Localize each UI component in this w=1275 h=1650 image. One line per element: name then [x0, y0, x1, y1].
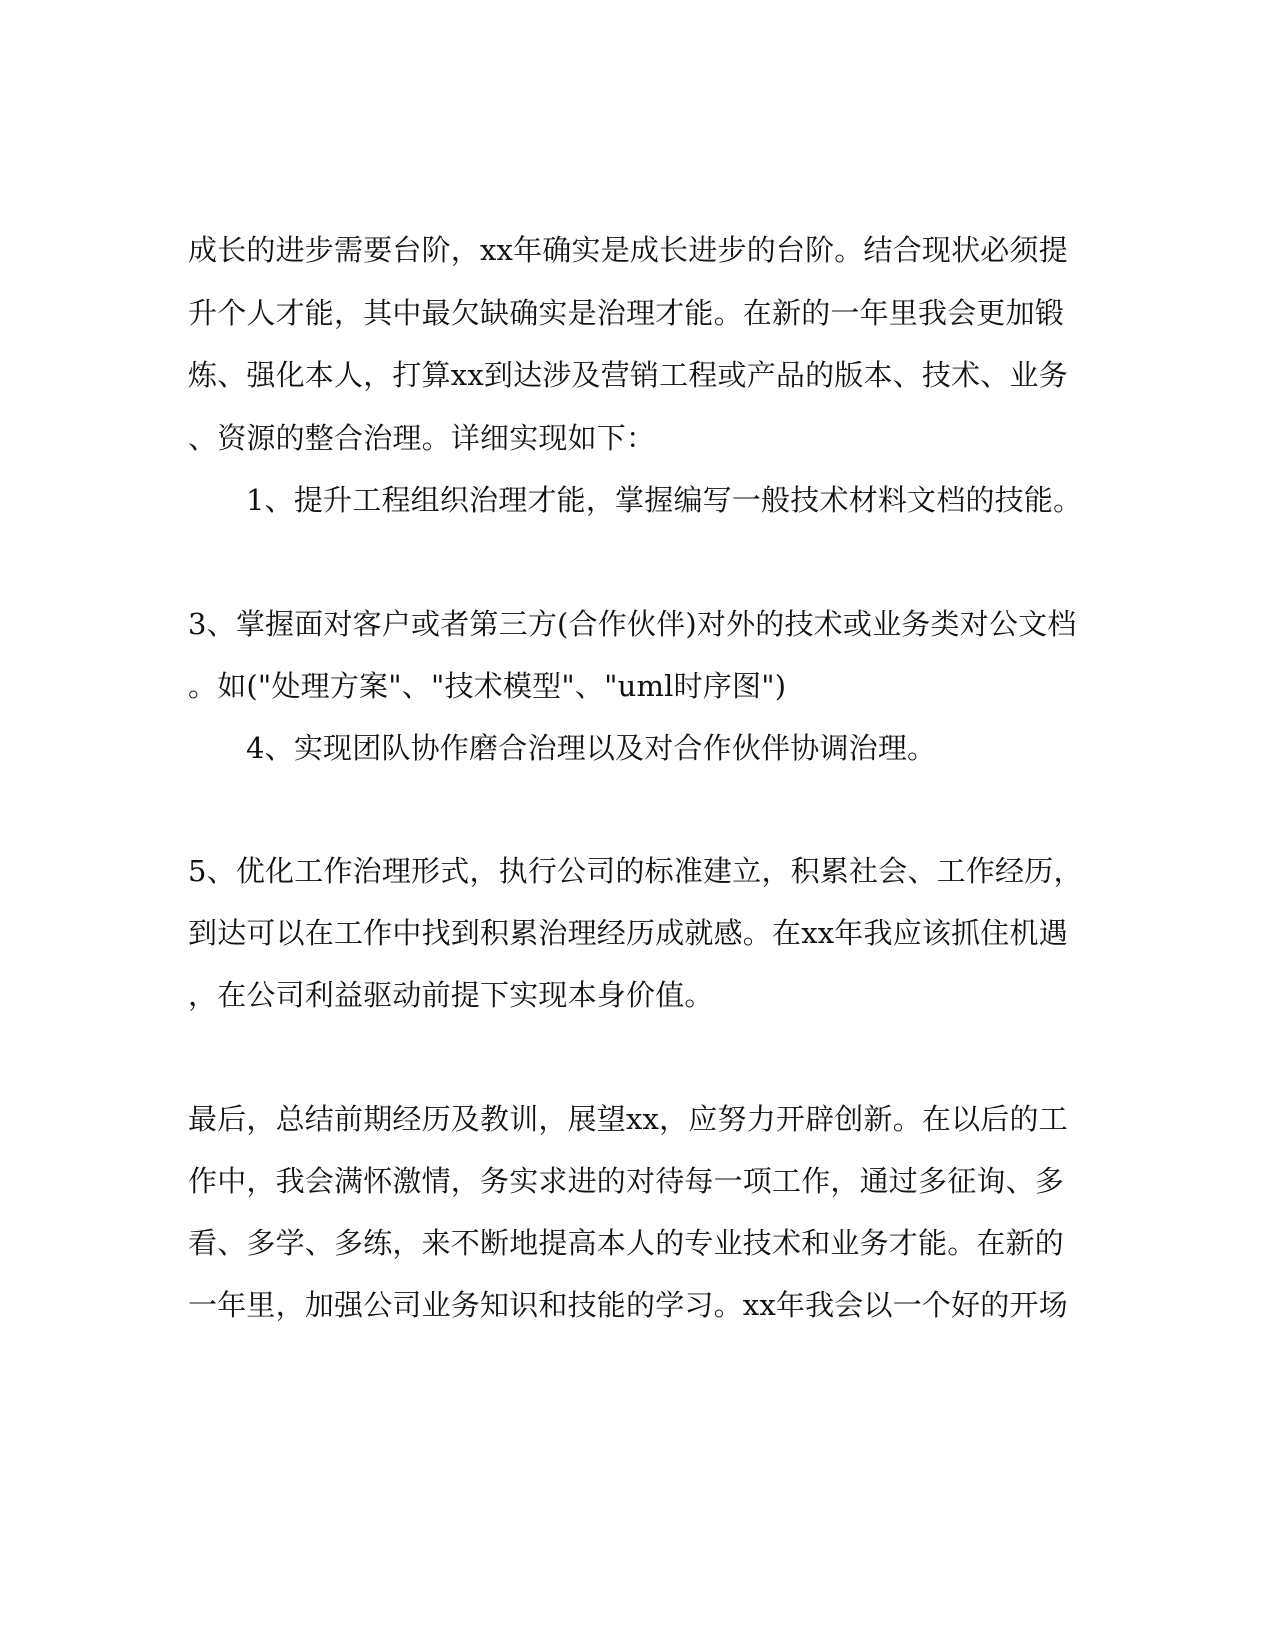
paragraph-line-2: 升个人才能，其中最欠缺确实是治理才能。在新的一年里我会更加锻	[188, 296, 1065, 330]
list-item-4: 4、实现团队协作磨合治理以及对合作伙伴协调治理。	[246, 731, 937, 765]
closing-paragraph-line-1: 最后，总结前期经历及教训，展望xx，应努力开辟创新。在以后的工	[188, 1102, 1068, 1136]
list-item-5-line-3: ，在公司利益驱动前提下实现本身价值。	[188, 978, 714, 1012]
closing-paragraph-line-2: 作中，我会满怀激情，务实求进的对待每一项工作，通过多征询、多	[188, 1164, 1065, 1198]
list-item-5-line-1: 5、优化工作治理形式，执行公司的标准建立，积累社会、工作经历，	[188, 854, 1083, 888]
closing-paragraph-line-4: 一年里，加强公司业务知识和技能的学习。xx年我会以一个好的开场	[188, 1288, 1068, 1322]
list-item-5-line-2: 到达可以在工作中找到积累治理经历成就感。在xx年我应该抓住机遇	[188, 916, 1068, 950]
list-item-3-line-1: 3、掌握面对客户或者第三方(合作伙伴)对外的技术或业务类对公文档	[188, 607, 1077, 641]
closing-paragraph-line-3: 看、多学、多练，来不断地提高本人的专业技术和业务才能。在新的	[188, 1226, 1065, 1260]
list-item-1: 1、提升工程组织治理才能，掌握编写一般技术材料文档的技能。	[246, 483, 1083, 517]
paragraph-line-3: 炼、强化本人，打算xx到达涉及营销工程或产品的版本、技术、业务	[188, 358, 1068, 392]
paragraph-line-4: 、资源的整合治理。详细实现如下：	[188, 421, 656, 455]
paragraph-line-1: 成长的进步需要台阶，xx年确实是成长进步的台阶。结合现状必须提	[188, 233, 1068, 267]
list-item-3-line-2: 。如("处理方案"、"技术模型"、"uml时序图")	[188, 669, 787, 703]
